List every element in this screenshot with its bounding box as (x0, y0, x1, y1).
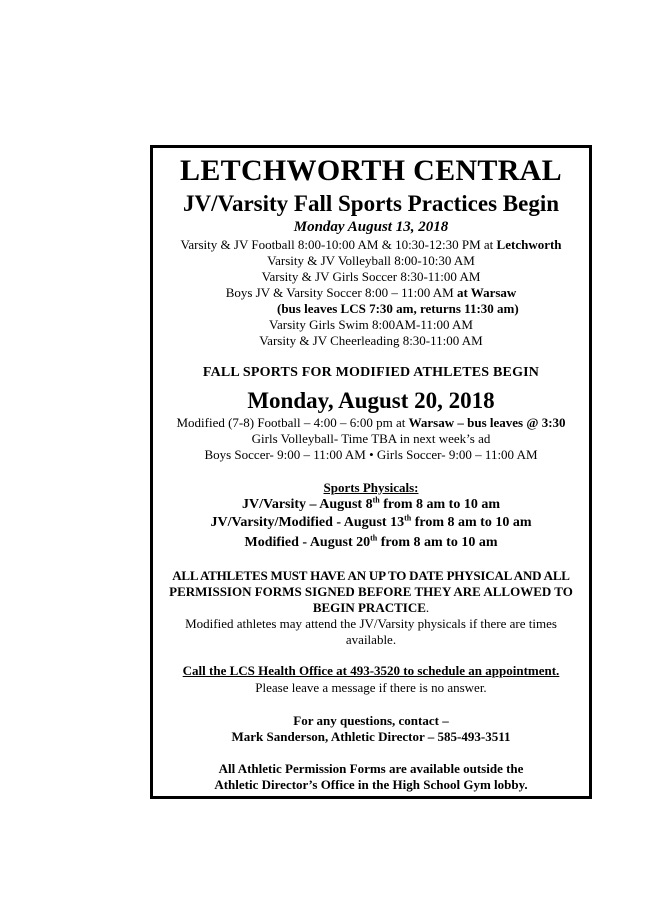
flyer (150, 145, 592, 799)
page-subtitle: JV/Varsity Fall Sports Practices Begin (182, 191, 560, 216)
bus-note: (bus leaves LCS 7:30 am, returns 11:30 am) (277, 301, 519, 316)
forms-line-1: All Athletic Permission Forms are available outside the (218, 761, 524, 776)
notice-line-2: PERMISSION FORMS SIGNED BEFORE THEY ARE ALLOWED TO (169, 584, 573, 599)
notice-line-1: ALL ATHLETES MUST HAVE AN UP TO DATE PHYSICAL AND ALL (172, 568, 570, 583)
modified-physicals-note: Modified athletes may attend the JV/Varsity physicals if there are times (185, 616, 557, 631)
contact-line-1: For any questions, contact – (293, 713, 449, 728)
modified-date: Monday, August 20, 2018 (247, 388, 495, 413)
forms-line-2: Athletic Director’s Office in the High School Gym lobby. (214, 777, 528, 792)
swim-practice: Varsity Girls Swim 8:00AM-11:00 AM (269, 317, 473, 332)
notice-line-3: BEGIN PRACTICE. (312, 600, 430, 615)
modified-football: Modified (7-8) Football – 4:00 – 6:00 pm at Warsaw – bus leaves @ 3:30 (176, 415, 566, 430)
physicals-modified: Modified - August 20th from 8 am to 10 am (244, 533, 498, 550)
football-practice: Varsity & JV Football 8:00-10:00 AM & 10:30-12:30 PM at Letchworth (180, 237, 562, 252)
health-office-call: Call the LCS Health Office at 493-3520 to schedule an appointment. (182, 663, 560, 678)
page-title: LETCHWORTH CENTRAL (180, 154, 562, 187)
physicals-jv-varsity-modified: JV/Varsity/Modified - August 13th from 8 am to 10 am (210, 513, 532, 530)
girls-soccer-practice: Varsity & JV Girls Soccer 8:30-11:00 AM (261, 269, 481, 284)
modified-soccer: Boys Soccer- 9:00 – 11:00 AM • Girls Soccer- 9:00 – 11:00 AM (204, 447, 538, 462)
practice-start-date: Monday August 13, 2018 (293, 219, 449, 235)
boys-soccer-practice: Boys JV & Varsity Soccer 8:00 – 11:00 AM at Warsaw (225, 285, 517, 300)
physicals-heading: Sports Physicals: (323, 480, 419, 495)
volleyball-practice: Varsity & JV Volleyball 8:00-10:30 AM (267, 253, 475, 268)
modified-heading: FALL SPORTS FOR MODIFIED ATHLETES BEGIN (202, 365, 540, 380)
cheer-practice: Varsity & JV Cheerleading 8:30-11:00 AM (259, 333, 483, 348)
contact-line-2: Mark Sanderson, Athletic Director – 585-493-3511 (231, 729, 511, 744)
physicals-jv-varsity: JV/Varsity – August 8th from 8 am to 10 am (242, 495, 500, 512)
modified-volleyball: Girls Volleyball- Time TBA in next week’s ad (251, 431, 491, 446)
modified-physicals-note-2: available. (345, 632, 397, 647)
health-office-message: Please leave a message if there is no answer. (255, 680, 487, 695)
